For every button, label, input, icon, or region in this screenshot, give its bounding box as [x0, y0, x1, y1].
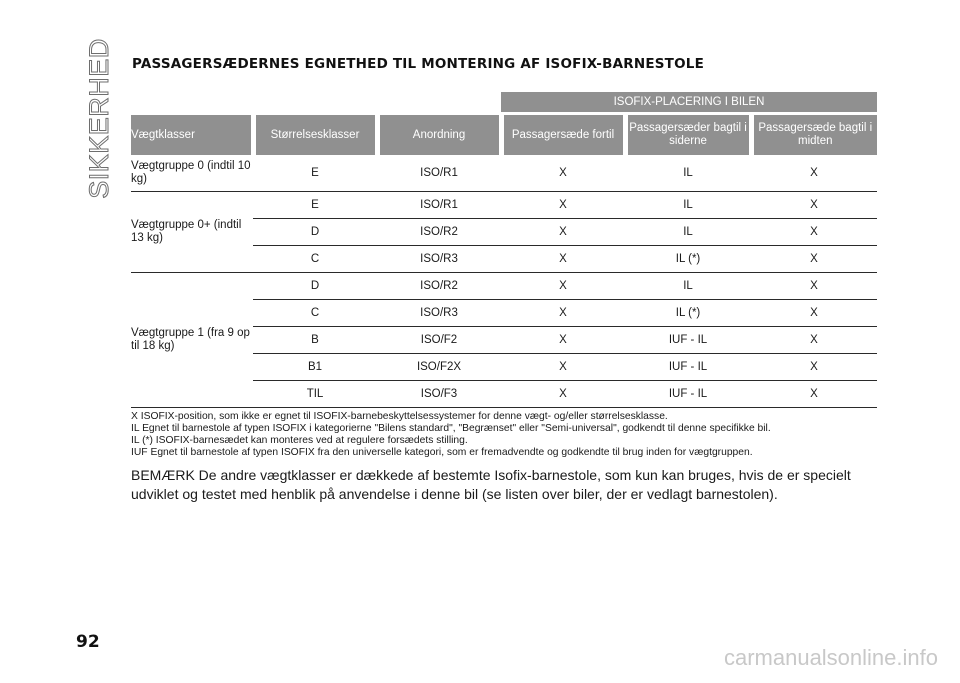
cell-size-class: TIL — [253, 381, 377, 408]
cell-fixture: ISO/F2X — [377, 354, 501, 381]
column-header-rear-middle-seat: Passagersæde bagtil i midten — [751, 114, 877, 156]
cell-size-class: D — [253, 219, 377, 246]
column-header-front-seat: Passagersæde fortil — [501, 114, 625, 156]
cell-rear-middle: X — [751, 192, 877, 219]
cell-rear-middle: X — [751, 354, 877, 381]
watermark: carmanualsonline.info — [723, 645, 938, 670]
column-header-size-class: Størrelsesklasser — [253, 114, 377, 156]
cell-rear-outer: IUF - IL — [625, 327, 751, 354]
cell-front-seat: X — [501, 273, 625, 300]
cell-rear-middle: X — [751, 327, 877, 354]
column-header-weight-class: Vægtklasser — [131, 114, 253, 156]
note-iuf: IUF Egnet til barnestole af typen ISOFIX fra den universelle kategori, som er fremadvendte og godkendte til brug inden for vægtgruppen. — [131, 447, 753, 458]
column-header-rear-outer-seats: Passagersæder bagtil i siderne — [625, 114, 751, 156]
cell-rear-outer: IL — [625, 192, 751, 219]
cell-rear-middle: X — [751, 300, 877, 327]
cell-size-class: E — [253, 192, 377, 219]
cell-rear-middle: X — [751, 246, 877, 273]
cell-rear-middle: X — [751, 381, 877, 408]
table-group-header: ISOFIX-PLACERING I BILEN — [501, 92, 877, 114]
cell-rear-outer: IL — [625, 219, 751, 246]
cell-rear-outer: IL — [625, 155, 751, 192]
cell-fixture: ISO/R3 — [377, 246, 501, 273]
cell-front-seat: X — [501, 155, 625, 192]
cell-front-seat: X — [501, 381, 625, 408]
cell-size-class: E — [253, 155, 377, 192]
cell-front-seat: X — [501, 300, 625, 327]
cell-rear-outer: IL (*) — [625, 300, 751, 327]
cell-rear-middle: X — [751, 219, 877, 246]
cell-front-seat: X — [501, 327, 625, 354]
cell-fixture: ISO/F2 — [377, 327, 501, 354]
cell-fixture: ISO/R3 — [377, 300, 501, 327]
page-title: PASSAGERSÆDERNES EGNETHED TIL MONTERING AF ISOFIX-BARNESTOLE — [132, 56, 704, 72]
cell-fixture: ISO/R1 — [377, 155, 501, 192]
cell-fixture: ISO/R2 — [377, 219, 501, 246]
table-header-blank — [131, 92, 501, 114]
cell-front-seat: X — [501, 246, 625, 273]
table-notes — [131, 411, 881, 459]
note-paragraph: BEMÆRK De andre vægtklasser er dækkede af bestemte Isofix-barnestole, som kun kan bruges, hvis de er specielt udviklet og testet med henblik på anvendelse i denne bil (se listen over biler, der er vedlagt barnestolen). — [131, 467, 851, 502]
cell-rear-outer: IL — [625, 273, 751, 300]
cell-rear-middle: X — [751, 155, 877, 192]
table-row — [131, 192, 877, 219]
table-group-header-row — [131, 92, 877, 114]
section-side-label — [83, 37, 114, 199]
weight-group-label: Vægtgruppe 0+ (indtil 13 kg) — [131, 192, 253, 273]
weight-group-label: Vægtgruppe 0 (indtil 10 kg) — [131, 155, 253, 192]
table-column-header-row — [131, 114, 877, 156]
note-il-star: IL (*) ISOFIX-barnesædet kan monteres ved at regulere forsædets stilling. — [131, 435, 468, 446]
cell-rear-outer: IL (*) — [625, 246, 751, 273]
cell-rear-middle: X — [751, 273, 877, 300]
table-row — [131, 155, 877, 192]
cell-size-class: C — [253, 246, 377, 273]
cell-front-seat: X — [501, 192, 625, 219]
cell-size-class: D — [253, 273, 377, 300]
page-number: 92 — [76, 632, 100, 652]
section-side-label-text: SIKKERHED — [83, 37, 114, 199]
cell-front-seat: X — [501, 219, 625, 246]
note-x: X ISOFIX-position, som ikke er egnet til ISOFIX-barnebeskyttelsessystemer for denne vægt- og/eller størrelsesklasse. — [131, 411, 668, 422]
weight-group-label: Vægtgruppe 1 (fra 9 op til 18 kg) — [131, 273, 253, 408]
cell-front-seat: X — [501, 354, 625, 381]
cell-rear-outer: IUF - IL — [625, 381, 751, 408]
cell-size-class: B — [253, 327, 377, 354]
cell-rear-outer: IUF - IL — [625, 354, 751, 381]
table-row — [131, 273, 877, 300]
isofix-table — [131, 92, 877, 408]
cell-fixture: ISO/F3 — [377, 381, 501, 408]
note-il: IL Egnet til barnestole af typen ISOFIX i kategorierne "Bilens standard", "Begrænset" eller "Semi-universal", godkendt til denne specifikke bil. — [131, 423, 771, 434]
cell-size-class: B1 — [253, 354, 377, 381]
cell-size-class: C — [253, 300, 377, 327]
cell-fixture: ISO/R1 — [377, 192, 501, 219]
cell-fixture: ISO/R2 — [377, 273, 501, 300]
column-header-fixture: Anordning — [377, 114, 501, 156]
